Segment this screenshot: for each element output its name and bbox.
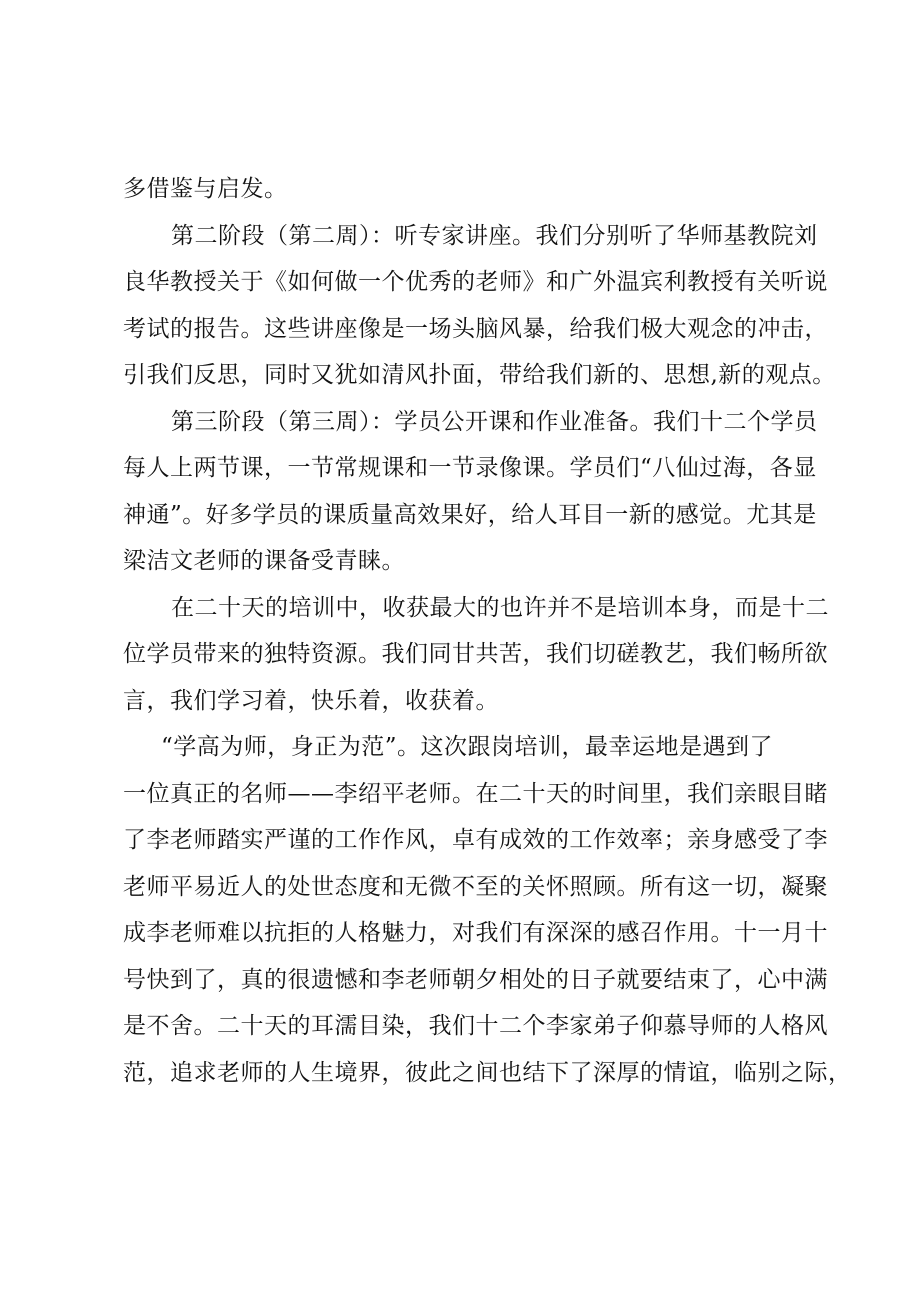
text-line: 第三阶段（第三周）：学员公开课和作业准备。我们十二个学员	[171, 408, 818, 435]
text-line: 引我们反思，同时又犹如清风扑面，带给我们新的、思想,新的观点。	[123, 362, 836, 388]
text-line: 多借鉴与启发。	[123, 176, 288, 202]
document-page	[123, 166, 852, 1096]
text-line: 是不舍。二十天的耳濡目染，我们十二个李家弟子仰慕导师的人格风	[123, 1013, 828, 1039]
text-line: 一位真正的名师——李绍平老师。在二十天的时间里，我们亲眼目睹	[123, 780, 828, 807]
text-line: 梁洁文老师的课备受青睐。	[123, 548, 405, 574]
text-line: 在二十天的培训中，收获最大的也许并不是培训本身，而是十二	[171, 594, 829, 621]
text-line: 良华教授关于《如何做一个优秀的老师》和广外温宾利教授有关听说	[123, 269, 828, 295]
text-line: 范，追求老师的人生境界，彼此之间也结下了深厚的情谊，临别之际，	[123, 1059, 852, 1086]
text-line: 号快到了，真的很遗憾和李老师朝夕相处的日子就要结束了，心中满	[123, 966, 828, 993]
text-line: 第二阶段（第二周）：听专家讲座。我们分别听了华师基教院刘	[171, 222, 818, 249]
text-line: 每人上两节课，一节常规课和一节录像课。学员们“八仙过海，各显	[123, 455, 817, 481]
text-line: “学高为师，身正为范”。这次跟岗培训，最幸运地是遇到了	[161, 734, 774, 760]
text-line: 成李老师难以抗拒的人格魅力，对我们有深深的感召作用。十一月十	[123, 920, 828, 946]
text-line: 位学员带来的独特资源。我们同甘共苦，我们切磋教艺，我们畅所欲	[123, 641, 828, 667]
text-line: 言，我们学习着，快乐着，收获着。	[123, 687, 499, 714]
text-line: 考试的报告。这些讲座像是一场头脑风暴，给我们极大观念的冲击，	[123, 315, 828, 342]
text-line: 了李老师踏实严谨的工作作风，卓有成效的工作效率；亲身感受了李	[123, 827, 828, 853]
text-line: 神通”。好多学员的课质量高效果好，给人耳目一新的感觉。尤其是	[123, 501, 817, 528]
text-line: 老师平易近人的处世态度和无微不至的关怀照顾。所有这一切，凝聚	[123, 873, 828, 900]
